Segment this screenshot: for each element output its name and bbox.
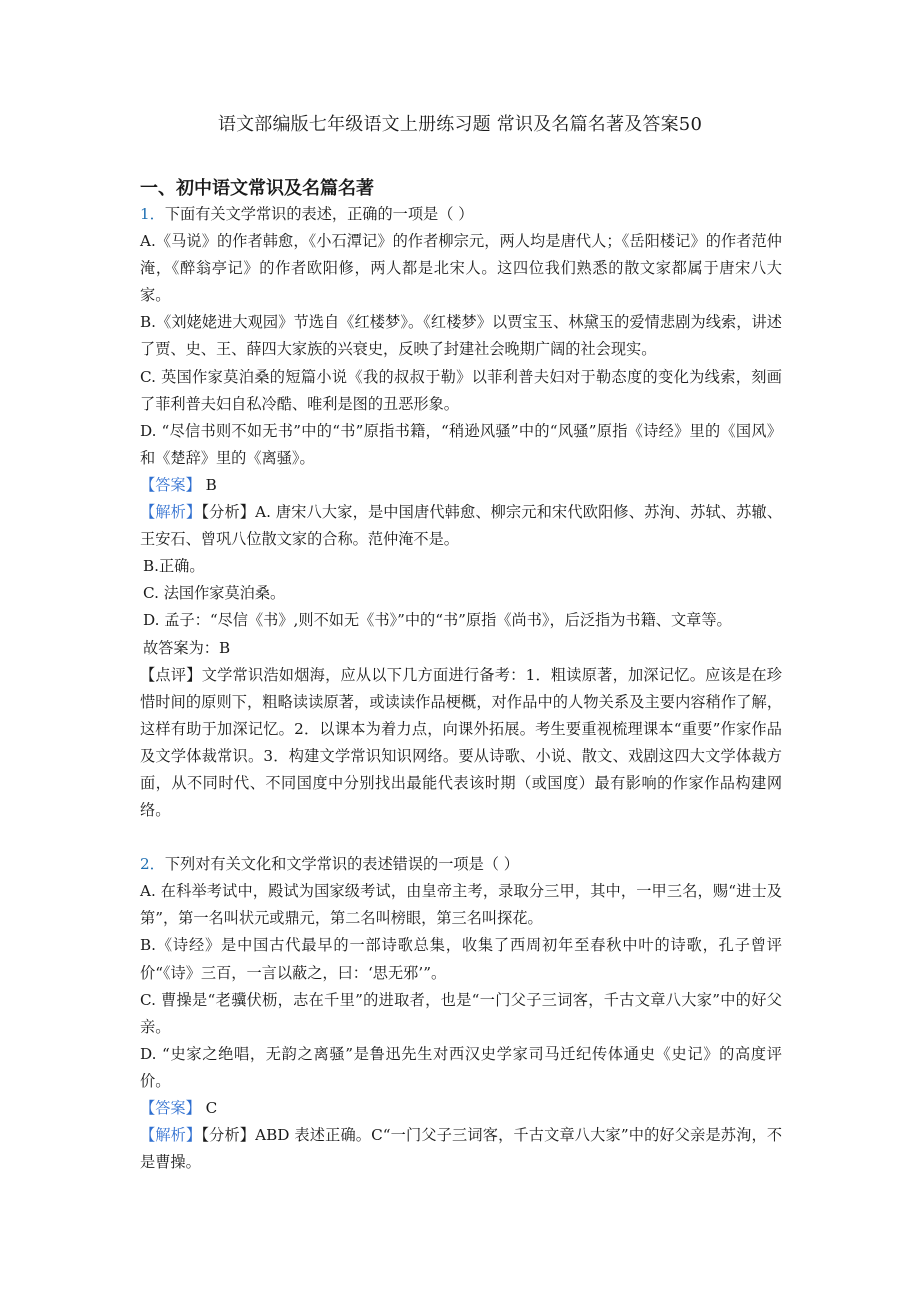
spacer (140, 824, 782, 851)
question-1-text: 下面有关文学常识的表述，正确的一项是（ ） (164, 205, 474, 223)
answer-value: B (205, 475, 217, 494)
analysis-conclusion: 故答案为：B (143, 638, 231, 657)
question-1-option-d: D. “尽信书则不如无书”中的“书”原指书籍，“稍逊风骚”中的“风骚”原指《诗经》里的《国风》和《楚辞》里的《离骚》。 (140, 421, 782, 467)
analysis-d: D. 孟子：“尽信《书》,则不如无《书》”中的“书”原指《尚书》，后泛指为书籍、文章等。 (143, 611, 732, 630)
question-1-option-b: B.《刘姥姥进大观园》节选自《红楼梦》。《红楼梦》以贾宝玉、林黛玉的爱情悲剧为线索，讲述了贾、史、王、薛四大家族的兴衰史，反映了封建社会晚期广阔的社会现实。 (140, 313, 782, 359)
question-2-option-b: B.《诗经》是中国古代最早的一部诗歌总集，收集了西周初年至春秋中叶的诗歌，孔子曾评价“《诗》三百，一言以蔽之，曰：‘思无邪’”。 (140, 936, 782, 982)
analysis-b: B.正确。 (143, 557, 205, 576)
question-1-analysis (140, 499, 782, 553)
analysis-text: 【分析】ABD 表述正确。C“一门父子三词客，千古文章八大家”中的好父亲是苏洵，不是曹操。 (140, 1126, 783, 1172)
analysis-tag: 【解析】 (140, 1126, 202, 1145)
question-1-option-a: A.《马说》的作者韩愈，《小石潭记》的作者柳宗元，两人均是唐代人；《岳阳楼记》的作者范仲淹，《醉翁亭记》的作者欧阳修，两人都是北宋人。这四位我们熟悉的散文家都属于唐宋八大家。 (140, 232, 782, 305)
answer-tag: 【答案】 (140, 475, 201, 494)
question-2-option-a: A. 在科举考试中，殿试为国家级考试，由皇帝主考，录取分三甲，其中，一甲三名，赐“进士及第”，第一名叫状元或鼎元，第二名叫榜眼，第三名叫探花。 (140, 882, 782, 928)
analysis-text: 【分析】A. 唐宋八大家，是中国唐代韩愈、柳宗元和宋代欧阳修、苏洵、苏轼、苏辙、王安石、曾巩八位散文家的合称。范仲淹不是。 (140, 503, 783, 549)
question-1-stem (140, 201, 782, 228)
answer-tag: 【答案】 (140, 1099, 201, 1117)
question-2-answer (140, 1095, 782, 1122)
question-2-analysis (140, 1122, 782, 1176)
analysis-tag: 【解析】 (140, 503, 202, 522)
document-body (140, 201, 782, 1176)
question-1-comment: 【点评】文学常识浩如烟海，应从以下几方面进行备考：1．粗读原著，加深记忆。应该是在珍惜时间的原则下，粗略读读原著，或读读作品梗概，对作品中的人物关系及主要内容稍作了解，这样有助于加深记忆。2．以课本为着力点，向课外拓展。考生要重视梳理课本“重要”作家作品及文学体裁常识。3．构建文学常识知识网络。要从诗歌、小说、散文、戏剧这四大文学体裁方面，从不同时代、不同国度中分别找出最能代表该时期（或国度）最有影响的作家作品构建网络。 (140, 665, 782, 820)
question-2-stem (140, 851, 782, 878)
answer-value: C (205, 1099, 218, 1117)
section-heading: 一、初中语文常识及名篇名著 (140, 178, 374, 199)
document-title: 语文部编版七年级语文上册练习题 常识及名篇名著及答案50 (217, 114, 703, 135)
question-2-option-c: C. 曹操是“老骥伏枥，志在千里”的进取者，也是“一门父子三词客，千古文章八大家”中的好父亲。 (140, 990, 782, 1036)
question-2-text: 下列对有关文化和文学常识的表述错误的一项是（ ） (164, 855, 519, 874)
question-2-number: 2． (140, 855, 165, 874)
question-1-number: 1． (140, 205, 165, 223)
analysis-c: C. 法国作家莫泊桑。 (143, 584, 286, 603)
question-1-option-c: C. 英国作家莫泊桑的短篇小说《我的叔叔于勒》以菲利普夫妇对于勒态度的变化为线索，刻画了菲利普夫妇自私冷酷、唯利是图的丑恶形象。 (140, 367, 782, 413)
question-2-option-d: D. “史家之绝唱，无韵之离骚”是鲁迅先生对西汉史学家司马迁纪传体通史《史记》的高度评价。 (140, 1044, 782, 1090)
question-1-answer (140, 472, 782, 499)
